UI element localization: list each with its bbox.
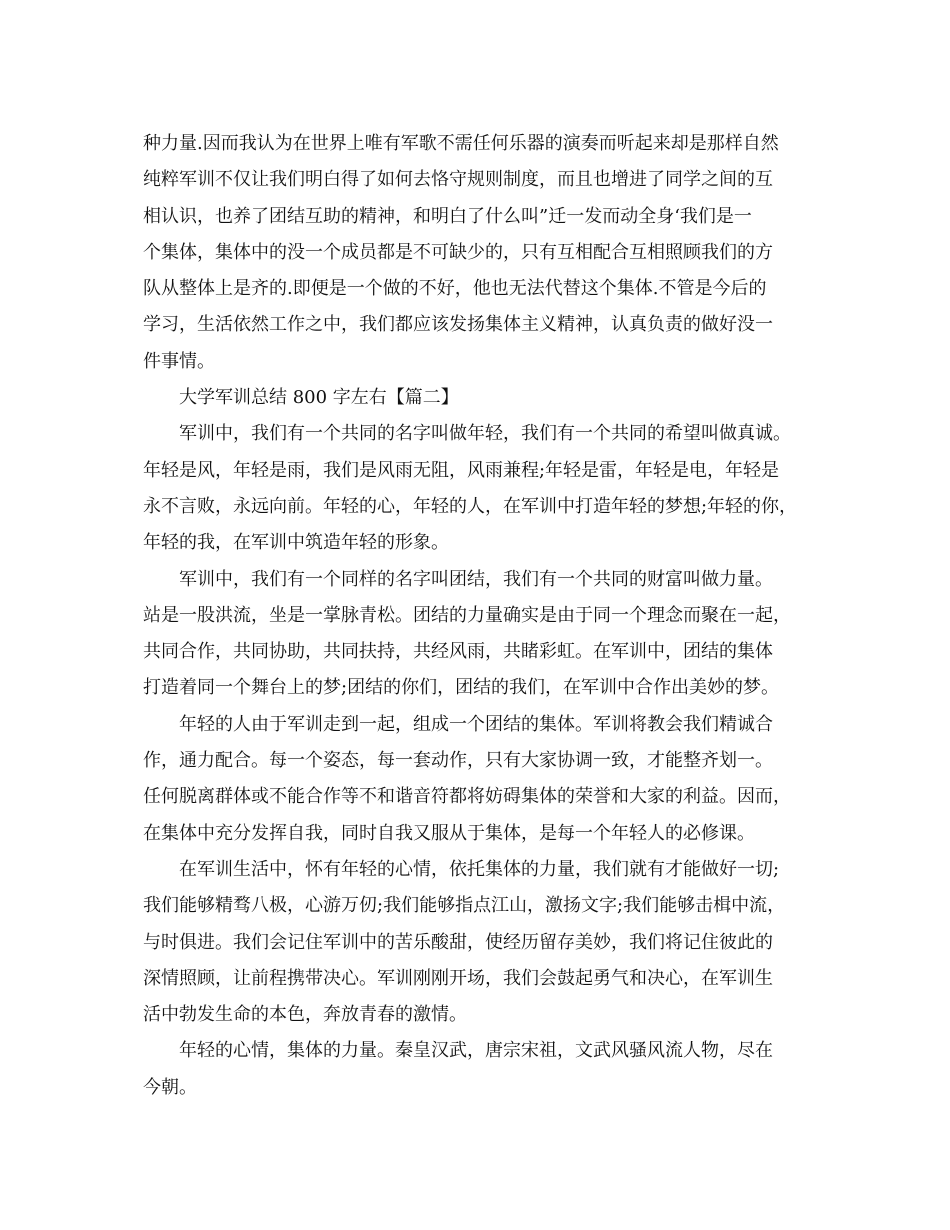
text-line: 大学军训总结 800 字左右【篇二】	[179, 387, 459, 409]
text-line: 件事情。	[143, 350, 215, 372]
text-line: 年轻的心情，集体的力量。秦皇汉武，唐宗宋祖，文武风骚风流人物，尽在	[179, 1040, 773, 1062]
text-line: 与时俱进。我们会记住军训中的苦乐酸甜，使经历留存美妙，我们将记住彼此的	[143, 931, 773, 953]
text-line: 深情照顾，让前程携带决心。军训刚刚开场，我们会鼓起勇气和决心，在军训生	[143, 967, 773, 989]
document-body	[143, 126, 813, 1106]
text-line: 作，通力配合。每一个姿态，每一套动作，只有大家协调一致，才能整齐划一。	[143, 750, 773, 772]
text-line: 在军训生活中，怀有年轻的心情，依托集体的力量，我们就有才能做好一切;	[179, 858, 780, 880]
text-line: 相认识，也养了团结互助的精神，和明白了什么叫”迁一发而动全身‘我们是一	[143, 205, 752, 227]
text-line: 军训中，我们有一个同样的名字叫团结，我们有一个共同的财富叫做力量。	[179, 568, 773, 590]
text-line: 学习，生活依然工作之中，我们都应该发扬集体主义精神，认真负责的做好没一	[143, 314, 773, 336]
text-line: 种力量.因而我认为在世界上唯有军歌不需任何乐器的演奏而听起来却是那样自然	[143, 133, 779, 154]
text-line: 队从整体上是齐的.即便是一个做的不好，他也无法代替这个集体.不管是今后的	[143, 278, 767, 300]
text-line: 打造着同一个舞台上的梦;团结的你们，团结的我们，在军训中合作出美妙的梦。	[143, 677, 780, 699]
text-line: 活中勃发生命的本色，奔放青春的激情。	[143, 1004, 467, 1026]
text-line: 军训中，我们有一个共同的名字叫做年轻，我们有一个共同的希望叫做真诚。	[179, 423, 791, 445]
text-line: 纯粹军训不仅让我们明白得了如何去恪守规则制度，而且也增进了同学之间的互	[143, 169, 773, 191]
text-line: 永不言败，永远向前。年轻的心，年轻的人，在军训中打造年轻的梦想;年轻的你，	[143, 495, 798, 517]
text-line: 个集体，集体中的没一个成员都是不可缺少的，只有互相配合互相照顾我们的方	[143, 241, 773, 263]
text-line: 年轻的我，在军训中筑造年轻的形象。	[143, 532, 449, 554]
text-line: 我们能够精骛八极，心游万仞;我们能够指点江山，激扬文字;我们能够击楫中流，	[143, 895, 786, 917]
text-line: 任何脱离群体或不能合作等不和谐音符都将妨碍集体的荣誉和大家的利益。因而，	[143, 786, 791, 808]
text-line: 在集体中充分发挥自我，同时自我又服从于集体，是每一个年轻人的必修课。	[143, 822, 755, 844]
text-line: 年轻是风，年轻是雨，我们是风雨无阻，风雨兼程;年轻是雷，年轻是电，年轻是	[143, 459, 780, 481]
text-line: 站是一股洪流，坐是一掌脉青松。团结的力量确实是由于同一个理念而聚在一起，	[143, 604, 791, 626]
text-line: 今朝。	[143, 1076, 197, 1098]
text-line: 共同合作，共同协助，共同扶持，共经风雨，共睹彩虹。在军训中，团结的集体	[143, 641, 773, 663]
text-line: 年轻的人由于军训走到一起，组成一个团结的集体。军训将教会我们精诚合	[179, 713, 773, 735]
